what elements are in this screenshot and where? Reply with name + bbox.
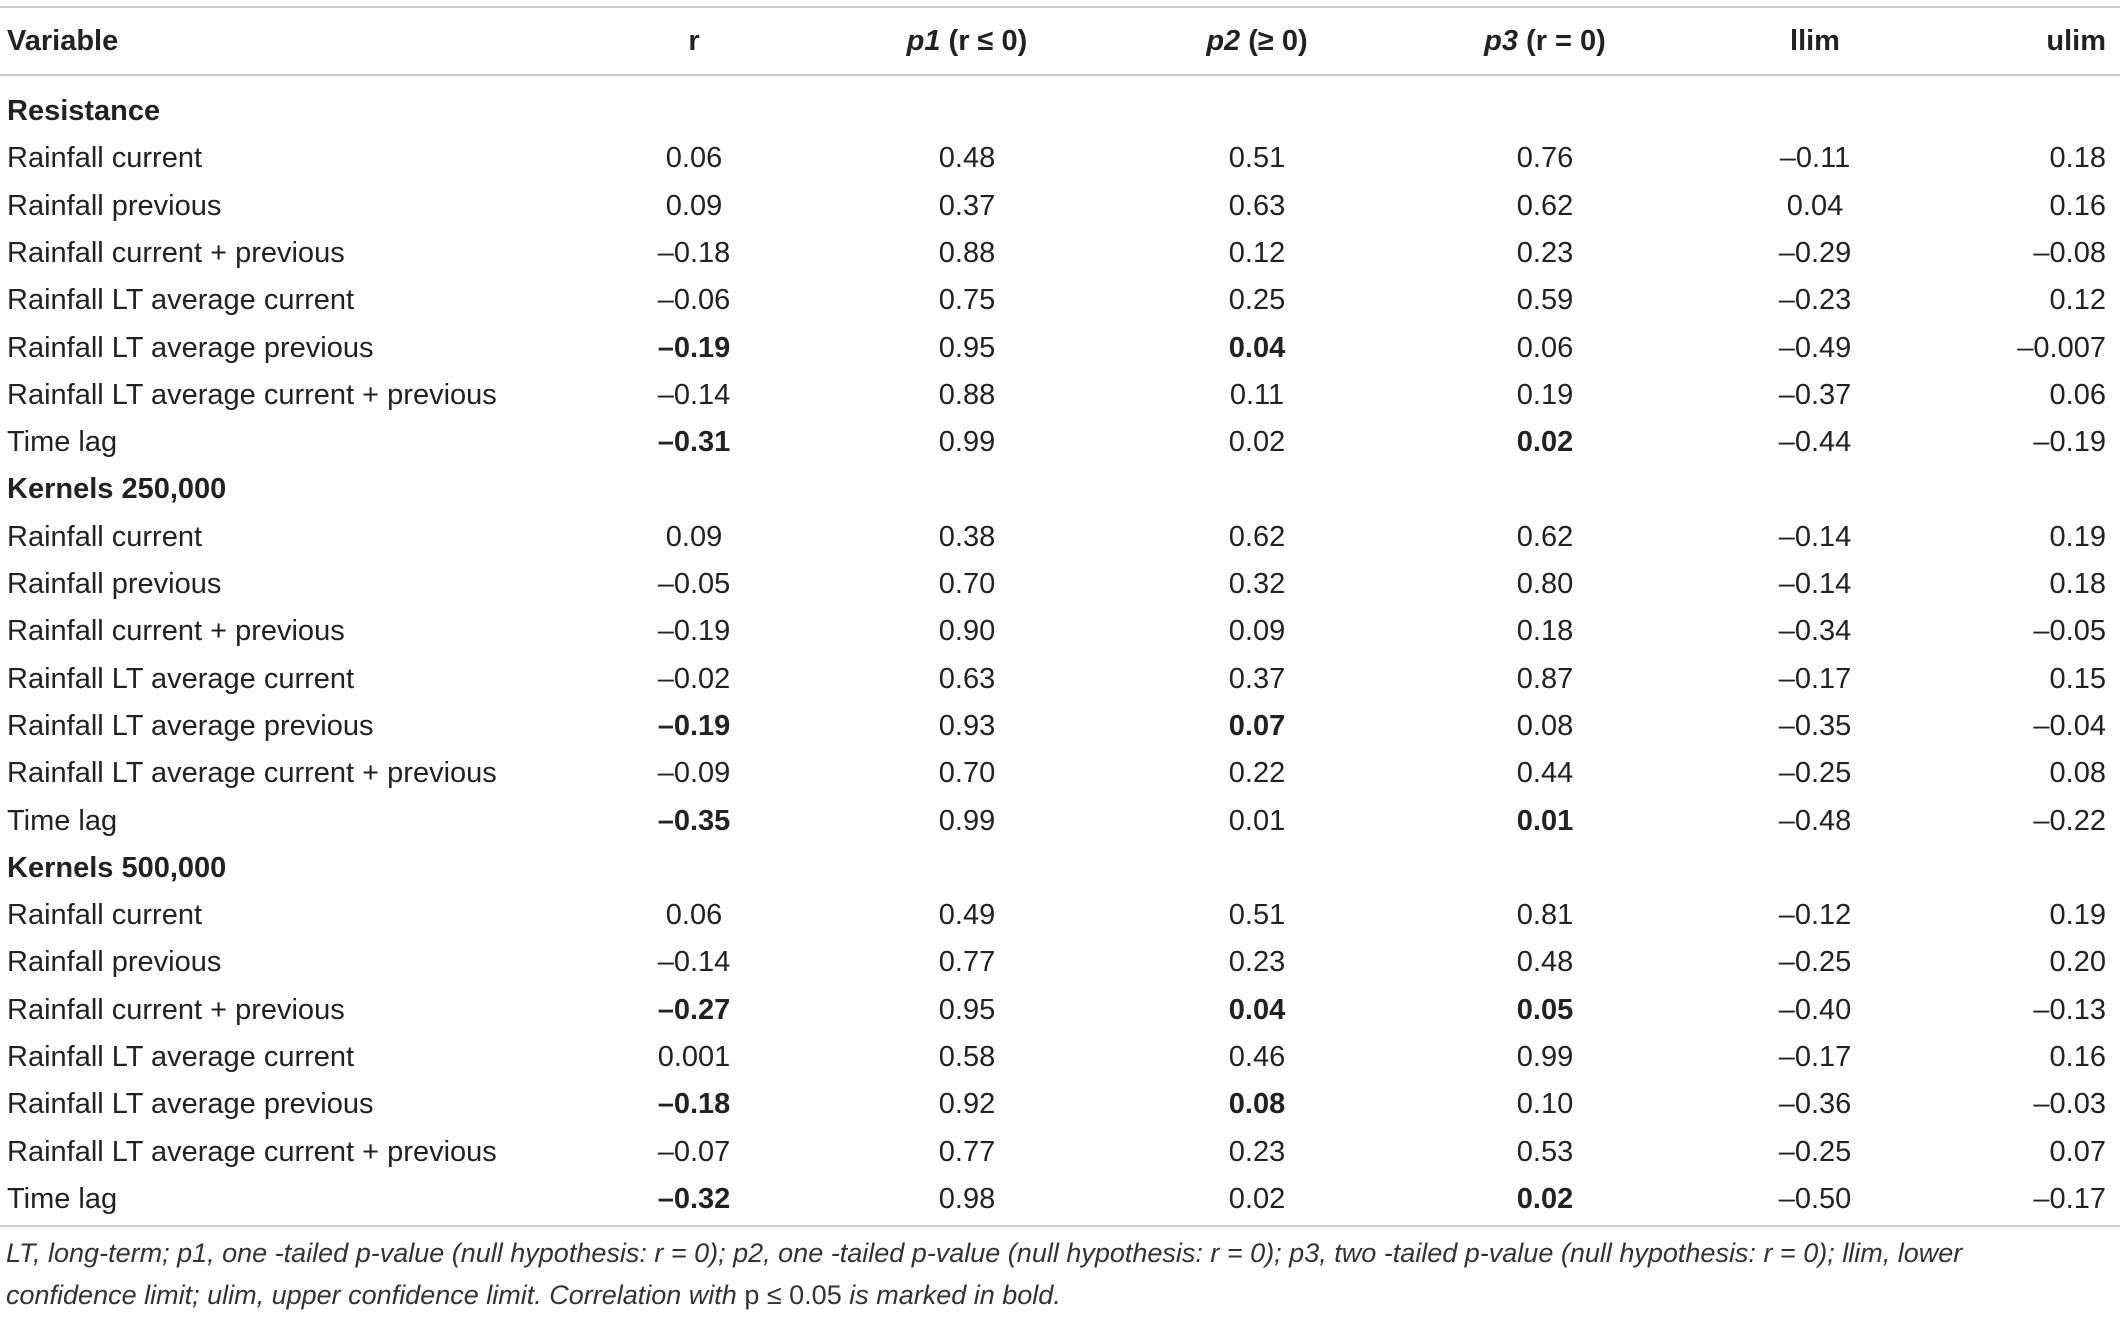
header-llim: llim: [1790, 24, 1840, 57]
variable-cell: Rainfall current: [7, 142, 203, 175]
p1-cell: 0.49: [938, 899, 996, 932]
bottom-rule: [0, 1225, 2120, 1227]
p2-cell: 0.07: [1228, 709, 1286, 742]
header-r-label: r: [688, 24, 700, 57]
section-header-row: [0, 466, 2120, 513]
ulim-cell: –0.13: [2033, 993, 2106, 1026]
section-title: Resistance: [7, 95, 161, 127]
r-cell: –0.27: [657, 993, 731, 1026]
llim-cell: –0.29: [1778, 236, 1852, 269]
r-cell: 0.06: [665, 142, 723, 175]
ulim-cell: 0.16: [2049, 1041, 2106, 1073]
table-row: [0, 987, 2120, 1034]
llim-cell: –0.44: [1778, 426, 1852, 459]
table-footnote: [6, 1232, 2114, 1316]
variable-cell: Rainfall LT average previous: [7, 331, 374, 364]
llim-cell: –0.40: [1778, 993, 1852, 1026]
ulim-cell: 0.12: [2049, 284, 2106, 317]
p3-cell: 0.02: [1516, 426, 1574, 459]
header-p1-cond: (r ≤ 0): [940, 24, 1028, 57]
header-p3: [1435, 16, 1655, 66]
p3-cell: 0.59: [1516, 284, 1574, 317]
p2-cell: 0.04: [1228, 993, 1286, 1026]
r-cell: 0.001: [657, 1041, 731, 1073]
p2-cell: 0.63: [1228, 189, 1286, 222]
p3-cell: 0.99: [1516, 1041, 1574, 1073]
r-cell: –0.05: [657, 568, 731, 600]
p1-cell: 0.70: [938, 757, 996, 790]
table-row: [0, 372, 2120, 419]
p2-cell: 0.62: [1228, 520, 1286, 553]
ulim-cell: –0.08: [2033, 236, 2106, 269]
r-cell: –0.09: [657, 757, 731, 790]
table-row: [0, 277, 2120, 324]
variable-cell: Time lag: [7, 426, 118, 459]
p3-cell: 0.02: [1516, 1182, 1574, 1215]
r-cell: –0.19: [657, 709, 731, 742]
p1-cell: 0.98: [938, 1182, 996, 1215]
table-row: [0, 325, 2120, 372]
footnote-math: p ≤ 0.05: [744, 1280, 842, 1310]
p1-cell: 0.70: [938, 568, 996, 600]
ulim-cell: 0.20: [2049, 946, 2106, 979]
r-cell: –0.31: [657, 426, 731, 459]
table-row: [0, 1176, 2120, 1223]
p2-cell: 0.23: [1228, 1135, 1286, 1168]
variable-cell: Rainfall current + previous: [7, 993, 345, 1026]
p3-cell: 0.87: [1516, 662, 1574, 695]
table-row: [0, 892, 2120, 939]
r-cell: –0.07: [657, 1135, 731, 1168]
ulim-cell: 0.19: [2049, 899, 2106, 932]
p1-cell: 0.99: [938, 426, 996, 459]
llim-cell: –0.14: [1778, 568, 1852, 600]
p1-cell: 0.99: [938, 804, 996, 837]
header-p3-name: p3: [1484, 24, 1518, 57]
table-row: [0, 939, 2120, 986]
top-rule: [0, 6, 2120, 8]
r-cell: –0.18: [657, 236, 731, 269]
p3-cell: 0.06: [1516, 331, 1574, 364]
section-title: Kernels 500,000: [7, 851, 227, 884]
variable-cell: Rainfall LT average previous: [7, 1088, 374, 1121]
table-row: [0, 656, 2120, 703]
header-p2: [1147, 16, 1367, 66]
ulim-cell: 0.08: [2049, 757, 2106, 790]
p2-cell: 0.01: [1228, 804, 1286, 837]
p3-cell: 0.76: [1516, 142, 1574, 175]
variable-cell: Rainfall current + previous: [7, 615, 345, 648]
r-cell: 0.09: [665, 189, 723, 222]
r-cell: –0.19: [657, 331, 731, 364]
ulim-cell: –0.19: [2033, 426, 2106, 459]
p1-cell: 0.58: [938, 1041, 996, 1073]
p2-cell: 0.23: [1228, 946, 1286, 979]
p3-cell: 0.62: [1516, 189, 1574, 222]
variable-cell: Time lag: [7, 1182, 118, 1215]
llim-cell: –0.49: [1778, 331, 1852, 364]
ulim-cell: –0.22: [2033, 804, 2106, 837]
ulim-cell: –0.17: [2033, 1182, 2106, 1215]
p3-cell: 0.19: [1516, 378, 1574, 411]
r-cell: –0.14: [657, 378, 731, 411]
header-p2-name: p2: [1206, 24, 1241, 57]
ulim-cell: –0.04: [2033, 709, 2106, 742]
table-row: [0, 561, 2120, 608]
llim-cell: –0.48: [1778, 804, 1852, 837]
table-row: [0, 230, 2120, 277]
ulim-cell: 0.06: [2049, 378, 2106, 411]
p2-cell: 0.09: [1228, 615, 1286, 648]
p1-cell: 0.38: [938, 520, 996, 553]
variable-cell: Rainfall LT average current + previous: [7, 378, 497, 411]
r-cell: –0.06: [657, 284, 731, 317]
footnote-line-2-end: is marked in bold.: [841, 1280, 1061, 1310]
llim-cell: –0.25: [1778, 1135, 1852, 1168]
p3-cell: 0.81: [1516, 899, 1574, 932]
p3-cell: 0.62: [1516, 520, 1574, 553]
p1-cell: 0.88: [938, 236, 996, 269]
p2-cell: 0.04: [1228, 331, 1286, 364]
p2-cell: 0.32: [1228, 568, 1286, 600]
table-row: [0, 514, 2120, 561]
llim-cell: –0.23: [1778, 284, 1852, 317]
r-cell: –0.32: [657, 1182, 731, 1215]
header-p1-name: p1: [906, 24, 941, 57]
p3-cell: 0.48: [1516, 946, 1574, 979]
ulim-cell: –0.05: [2033, 615, 2106, 648]
table-row: [0, 608, 2120, 655]
header-p1: [857, 16, 1077, 66]
llim-cell: –0.37: [1778, 378, 1852, 411]
variable-cell: Rainfall current: [7, 520, 203, 553]
p1-cell: 0.77: [938, 1135, 996, 1168]
header-ulim: ulim: [2046, 24, 2106, 57]
variable-cell: Rainfall LT average current + previous: [7, 1135, 497, 1168]
table-row: [0, 703, 2120, 750]
r-cell: –0.18: [657, 1088, 731, 1121]
variable-cell: Rainfall LT average current: [7, 662, 355, 695]
variable-cell: Rainfall LT average current + previous: [7, 757, 497, 790]
header-p3-cond: (r = 0): [1518, 24, 1606, 57]
table-row: [0, 183, 2120, 230]
p2-cell: 0.12: [1228, 236, 1286, 269]
p1-cell: 0.48: [938, 142, 996, 175]
table-row: [0, 1081, 2120, 1128]
p1-cell: 0.95: [938, 331, 996, 364]
r-cell: –0.02: [657, 662, 731, 695]
header-rule: [0, 74, 2120, 76]
llim-cell: –0.11: [1779, 142, 1851, 175]
footnote-line-2: [6, 1274, 2114, 1316]
footnote-line-2-start: confidence limit; ulim, upper confidence limit. Correlation with: [6, 1280, 745, 1310]
r-cell: –0.35: [657, 804, 731, 837]
r-cell: –0.14: [657, 946, 731, 979]
llim-cell: –0.17: [1778, 662, 1852, 695]
section-header-row: [0, 845, 2120, 892]
footnote-line-1: LT, long-term; p1, one -tailed p-value (null hypothesis: r = 0); p2, one -tailed p-value (null hypothesis: r = 0); p3, two -tailed p-value (null hypothesis: r = 0); llim, lower: [6, 1238, 1963, 1268]
p2-cell: 0.11: [1229, 378, 1285, 411]
p1-cell: 0.37: [938, 189, 996, 222]
p3-cell: 0.10: [1516, 1088, 1574, 1121]
llim-cell: 0.04: [1786, 189, 1844, 222]
llim-cell: –0.34: [1778, 615, 1852, 648]
table-row: [0, 798, 2120, 845]
p3-cell: 0.23: [1516, 236, 1574, 269]
ulim-cell: 0.18: [2049, 142, 2106, 175]
ulim-cell: 0.15: [2049, 662, 2106, 695]
p1-cell: 0.92: [938, 1088, 996, 1121]
ulim-cell: 0.18: [2049, 568, 2106, 600]
llim-cell: –0.36: [1778, 1088, 1852, 1121]
table-header-row: [0, 16, 2120, 66]
p1-cell: 0.93: [938, 709, 996, 742]
llim-cell: –0.17: [1778, 1041, 1852, 1073]
p2-cell: 0.51: [1228, 142, 1286, 175]
ulim-cell: –0.03: [2033, 1088, 2106, 1121]
header-variable: Variable: [7, 24, 119, 57]
table-row: [0, 419, 2120, 466]
p3-cell: 0.01: [1516, 804, 1574, 837]
p3-cell: 0.44: [1516, 757, 1574, 790]
llim-cell: –0.25: [1778, 757, 1852, 790]
p1-cell: 0.63: [938, 662, 996, 695]
p3-cell: 0.08: [1516, 709, 1574, 742]
table-row: [0, 1034, 2120, 1081]
llim-cell: –0.14: [1778, 520, 1852, 553]
p3-cell: 0.18: [1516, 615, 1574, 648]
variable-cell: Rainfall LT average previous: [7, 709, 374, 742]
variable-cell: Rainfall current + previous: [7, 236, 345, 269]
header-p2-cond: (≥ 0): [1240, 24, 1308, 57]
p3-cell: 0.53: [1516, 1135, 1574, 1168]
r-cell: 0.09: [665, 520, 723, 553]
p2-cell: 0.08: [1228, 1088, 1286, 1121]
p1-cell: 0.75: [938, 284, 996, 317]
variable-cell: Time lag: [7, 804, 118, 837]
p1-cell: 0.90: [938, 615, 996, 648]
variable-cell: Rainfall current: [7, 899, 203, 932]
variable-cell: Rainfall previous: [7, 189, 222, 222]
llim-cell: –0.12: [1778, 899, 1852, 932]
table-row: [0, 750, 2120, 797]
p1-cell: 0.77: [938, 946, 996, 979]
p2-cell: 0.37: [1228, 662, 1286, 695]
p2-cell: 0.46: [1228, 1041, 1286, 1073]
p2-cell: 0.02: [1228, 426, 1286, 459]
p3-cell: 0.80: [1516, 568, 1574, 600]
ulim-cell: 0.16: [2049, 189, 2106, 222]
variable-cell: Rainfall previous: [7, 946, 222, 979]
header-r: [584, 16, 804, 66]
r-cell: 0.06: [665, 899, 723, 932]
variable-cell: Rainfall LT average current: [7, 1041, 355, 1073]
llim-cell: –0.35: [1778, 709, 1852, 742]
p2-cell: 0.25: [1228, 284, 1286, 317]
p2-cell: 0.02: [1228, 1182, 1286, 1215]
p1-cell: 0.95: [938, 993, 996, 1026]
section-header-row: [0, 88, 2120, 135]
p3-cell: 0.05: [1516, 993, 1574, 1026]
table-row: [0, 1129, 2120, 1176]
section-title: Kernels 250,000: [7, 473, 227, 506]
variable-cell: Rainfall previous: [7, 568, 222, 600]
p2-cell: 0.22: [1228, 757, 1286, 790]
table-row: [0, 135, 2120, 182]
variable-cell: Rainfall LT average current: [7, 284, 355, 317]
p1-cell: 0.88: [938, 378, 996, 411]
ulim-cell: –0.007: [2017, 331, 2106, 364]
llim-cell: –0.50: [1778, 1182, 1852, 1215]
ulim-cell: 0.19: [2049, 520, 2106, 553]
p2-cell: 0.51: [1228, 899, 1286, 932]
llim-cell: –0.25: [1778, 946, 1852, 979]
ulim-cell: 0.07: [2049, 1135, 2106, 1168]
r-cell: –0.19: [657, 615, 731, 648]
